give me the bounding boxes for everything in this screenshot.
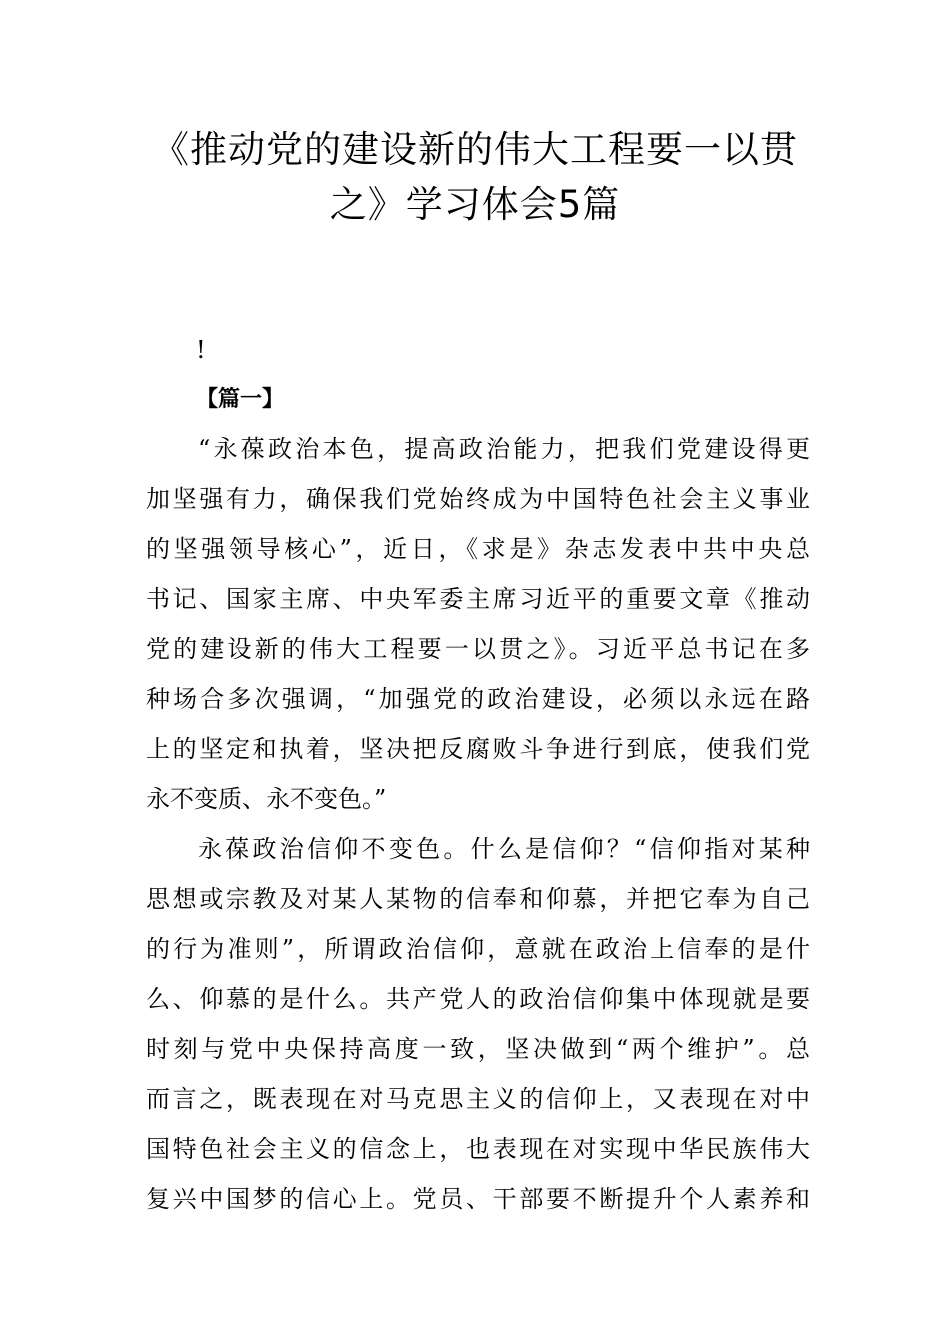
paragraph-line: 国特色社会主义的信念上，也表现在对实现中华民族伟大 — [146, 1135, 810, 1163]
paragraph-2 — [146, 824, 810, 1224]
paragraph-line: 种场合多次强调，“加强党的政治建设，必须以永远在路 — [146, 685, 810, 713]
paragraph-1 — [146, 424, 810, 824]
paragraph-line: 么、仰慕的是什么。共产党人的政治信仰集中体现就是要 — [146, 985, 810, 1013]
paragraph-line: 永不变质、永不变色。” — [146, 785, 387, 813]
paragraph-line: 思想或宗教及对某人某物的信奉和仰慕，并把它奉为自己 — [146, 885, 810, 913]
paragraph-line: 的坚强领导核心”，近日，《求是》杂志发表中共中央总 — [146, 535, 810, 563]
paragraph-line: 时刻与党中央保持高度一致，坚决做到“两个维护”。总 — [146, 1035, 810, 1063]
section-label: 【篇一】 — [196, 387, 285, 412]
paragraph-line: 的行为准则”，所谓政治信仰，意就在政治上信奉的是什 — [146, 935, 810, 963]
paragraph-line: 复兴中国梦的信心上。党员、干部要不断提升个人素养和 — [146, 1185, 810, 1213]
title-line-2: 之》学习体会5篇 — [329, 183, 621, 226]
paragraph-line: 上的坚定和执着，坚决把反腐败斗争进行到底，使我们党 — [146, 735, 810, 763]
document-title — [120, 122, 830, 232]
paragraph-line: 而言之，既表现在对马克思主义的信仰上，又表现在对中 — [146, 1085, 810, 1113]
paragraph-line: 永葆政治信仰不变色。什么是信仰？“信仰指对某种 — [198, 835, 810, 863]
paragraph-line: 书记、国家主席、中央军委主席习近平的重要文章《推动 — [146, 585, 810, 613]
paragraph-line: 加坚强有力，确保我们党始终成为中国特色社会主义事业 — [146, 485, 810, 513]
paragraph-line: “永葆政治本色，提高政治能力，把我们党建设得更 — [198, 435, 810, 463]
exclamation-marker: ! — [196, 336, 206, 364]
paragraph-line: 党的建设新的伟大工程要一以贯之》。习近平总书记在多 — [146, 635, 810, 663]
body-text — [146, 424, 810, 1224]
title-line-1: 《推动党的建设新的伟大工程要一以贯 — [152, 128, 798, 171]
